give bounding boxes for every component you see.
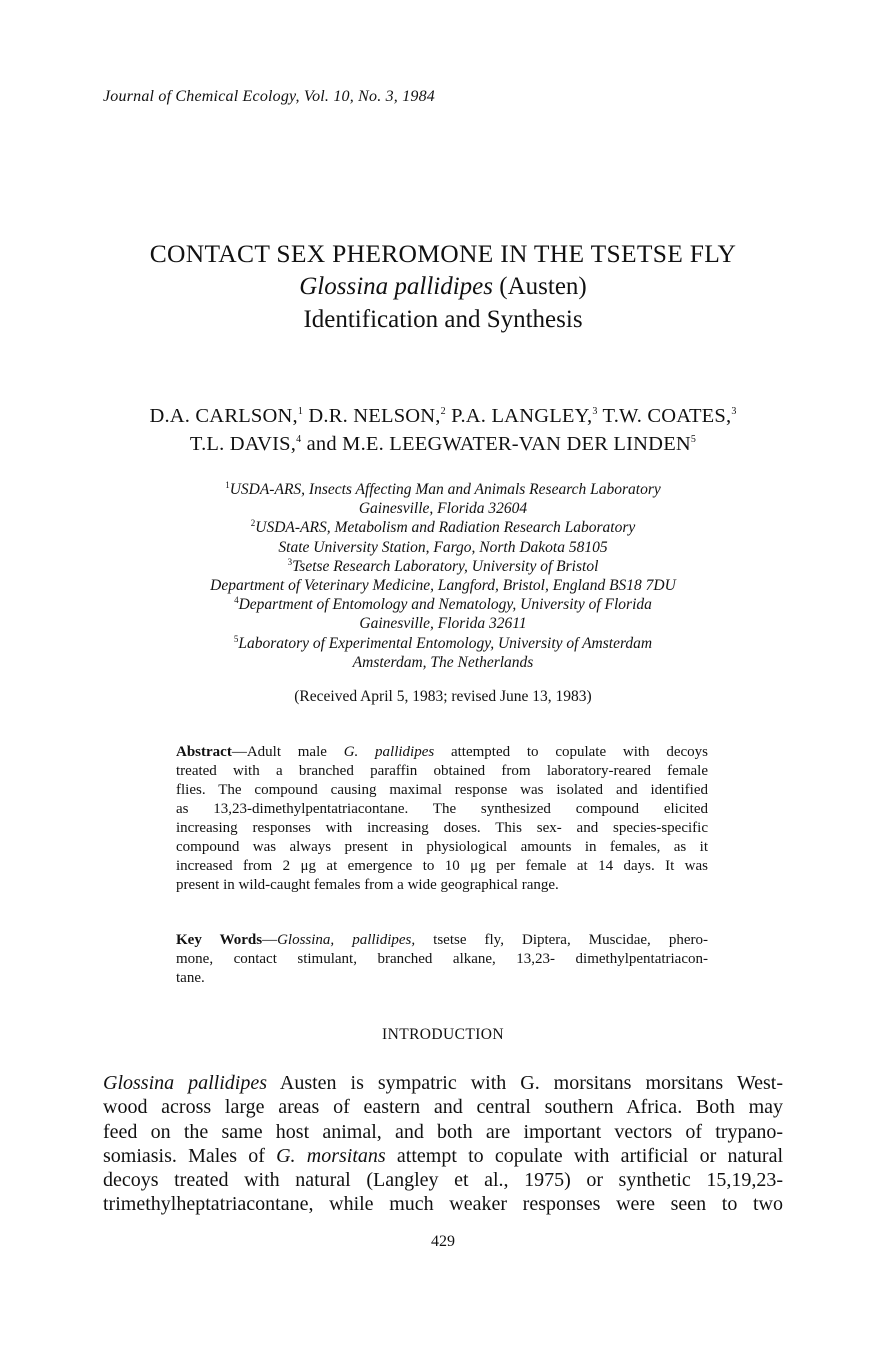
abstract-label: Abstract bbox=[176, 744, 232, 760]
page-number: 429 bbox=[431, 1233, 455, 1250]
title-main: CONTACT SEX PHEROMONE IN THE TSETSE FLY bbox=[149, 239, 737, 268]
affiliation-text: USDA-ARS, Insects Affecting Man and Animals Research Laboratory bbox=[229, 481, 661, 498]
abstract-line: increased from 2 μg at emergence to 10 μg per female at 14 days. It was bbox=[176, 858, 708, 874]
affiliation-mark: 5 bbox=[233, 633, 239, 644]
affiliation-text: Gainesville, Florida 32611 bbox=[359, 615, 527, 633]
affiliation-text: USDA-ARS, Metabolism and Radiation Research Laboratory bbox=[255, 519, 636, 537]
affiliation-mark: 3 bbox=[287, 556, 293, 567]
title-species-line bbox=[0, 270, 886, 303]
author-line-1 bbox=[0, 402, 886, 430]
affiliation-text: Department of Entomology and Nematology, University of Florida bbox=[238, 596, 652, 614]
affiliation-line bbox=[0, 576, 886, 595]
affiliation-mark: 4 bbox=[234, 595, 239, 606]
key-words bbox=[176, 931, 708, 988]
title-species-suffix: (Austen) bbox=[493, 273, 587, 300]
keywords-line-text: —Glossina, pallidipes, tsetse fly, Diptera, Muscidae, phero- bbox=[262, 932, 708, 948]
affiliations bbox=[0, 480, 886, 672]
body-line: wood across large areas of eastern and central southern Africa. Both may bbox=[103, 1096, 783, 1119]
author-affiliation-mark: 5 bbox=[690, 434, 697, 446]
keywords-line: tane. bbox=[176, 970, 205, 986]
affiliation-text: State University Station, Fargo, North Dakota 58105 bbox=[278, 538, 608, 556]
affiliation-line bbox=[0, 614, 886, 633]
author-name: D.A. CARLSON, bbox=[149, 405, 298, 427]
body-line: Glossina pallidipes Austen is sympatric with G. morsitans morsitans West- bbox=[103, 1072, 783, 1094]
affiliation-text: Amsterdam, The Netherlands bbox=[352, 653, 534, 671]
author-affiliation-mark: 2 bbox=[440, 406, 446, 418]
title-species-name: Glossina pallidipes bbox=[299, 273, 494, 300]
body-line: feed on the same host animal, and both are important vectors of trypano- bbox=[103, 1120, 783, 1143]
affiliation-line bbox=[0, 595, 886, 614]
affiliation-line bbox=[0, 518, 886, 537]
affiliation-mark: 2 bbox=[250, 518, 256, 529]
author-line-2 bbox=[0, 430, 886, 458]
affiliation-text: Gainesville, Florida 32604 bbox=[358, 500, 528, 518]
affiliation-text: Laboratory of Experimental Entomology, University of Amsterdam bbox=[238, 634, 653, 652]
affiliation-line bbox=[0, 634, 886, 653]
keywords-line bbox=[176, 931, 708, 950]
italic-taxon: G. pallidipes bbox=[343, 744, 435, 760]
author-name: T.L. DAVIS, bbox=[189, 433, 297, 455]
keywords-line: mone, contact stimulant, branched alkane, 13,23- dimethylpentatriacon- bbox=[176, 951, 708, 967]
introduction-text bbox=[103, 1071, 783, 1217]
author-affiliation-mark: 3 bbox=[592, 406, 598, 418]
received-dates: (Received April 5, 1983; revised June 13, 1983) bbox=[294, 688, 592, 705]
affiliation-text: Department of Veterinary Medicine, Langford, Bristol, England BS18 7DU bbox=[210, 577, 676, 595]
abstract-line: flies. The compound causing maximal response was isolated and identified bbox=[176, 782, 708, 798]
author-name: P.A. LANGLEY, bbox=[445, 405, 593, 427]
body-line: decoys treated with natural (Langley et al., 1975) or synthetic 15,19,23- bbox=[103, 1169, 783, 1192]
body-line: trimethylheptatriacontane, while much weaker responses were seen to two bbox=[103, 1193, 783, 1216]
author-list bbox=[0, 402, 886, 458]
section-heading-introduction: INTRODUCTION bbox=[382, 1026, 504, 1043]
author-name: and M.E. LEEGWATER-VAN DER LINDEN bbox=[301, 433, 691, 455]
author-affiliation-mark: 3 bbox=[731, 406, 737, 418]
author-name: D.R. NELSON, bbox=[303, 405, 441, 427]
abstract-line: compound was always present in physiological amounts in females, as it bbox=[176, 839, 708, 855]
abstract-line: present in wild-caught females from a wide geographical range. bbox=[176, 877, 559, 893]
abstract-line-text: —Adult male G. pallidipes attempted to copulate with decoys bbox=[231, 744, 708, 760]
article-title bbox=[0, 238, 886, 336]
affiliation-line bbox=[0, 499, 886, 518]
affiliation-mark: 1 bbox=[225, 479, 230, 490]
title-subtitle: Identification and Synthesis bbox=[303, 306, 583, 333]
italic-taxon: Glossina, pallidipes, bbox=[277, 932, 416, 948]
abstract-line: treated with a branched paraffin obtained from laboratory-reared female bbox=[176, 763, 708, 779]
affiliation-line bbox=[0, 557, 886, 576]
abstract-line bbox=[176, 743, 708, 762]
affiliation-text: Tsetse Research Laboratory, University of Bristol bbox=[292, 557, 599, 575]
abstract-line: as 13,23-dimethylpentatriacontane. The synthesized compound elicited bbox=[176, 801, 708, 817]
keywords-label: Key Words bbox=[176, 932, 263, 948]
italic-taxon: Glossina pallidipes bbox=[103, 1072, 267, 1094]
journal-header: Journal of Chemical Ecology, Vol. 10, No. 3, 1984 bbox=[103, 88, 435, 105]
author-affiliation-mark: 1 bbox=[297, 406, 304, 418]
affiliation-line bbox=[0, 538, 886, 557]
abstract-line: increasing responses with increasing doses. This sex- and species-specific bbox=[176, 820, 708, 836]
body-line: somiasis. Males of G. morsitans attempt to copulate with artificial or natural bbox=[103, 1144, 783, 1167]
abstract bbox=[176, 743, 708, 895]
author-name: T.W. COATES, bbox=[597, 405, 732, 427]
affiliation-line bbox=[0, 653, 886, 672]
author-affiliation-mark: 4 bbox=[296, 434, 302, 446]
italic-taxon: G. morsitans bbox=[276, 1144, 386, 1167]
affiliation-line bbox=[0, 480, 886, 499]
